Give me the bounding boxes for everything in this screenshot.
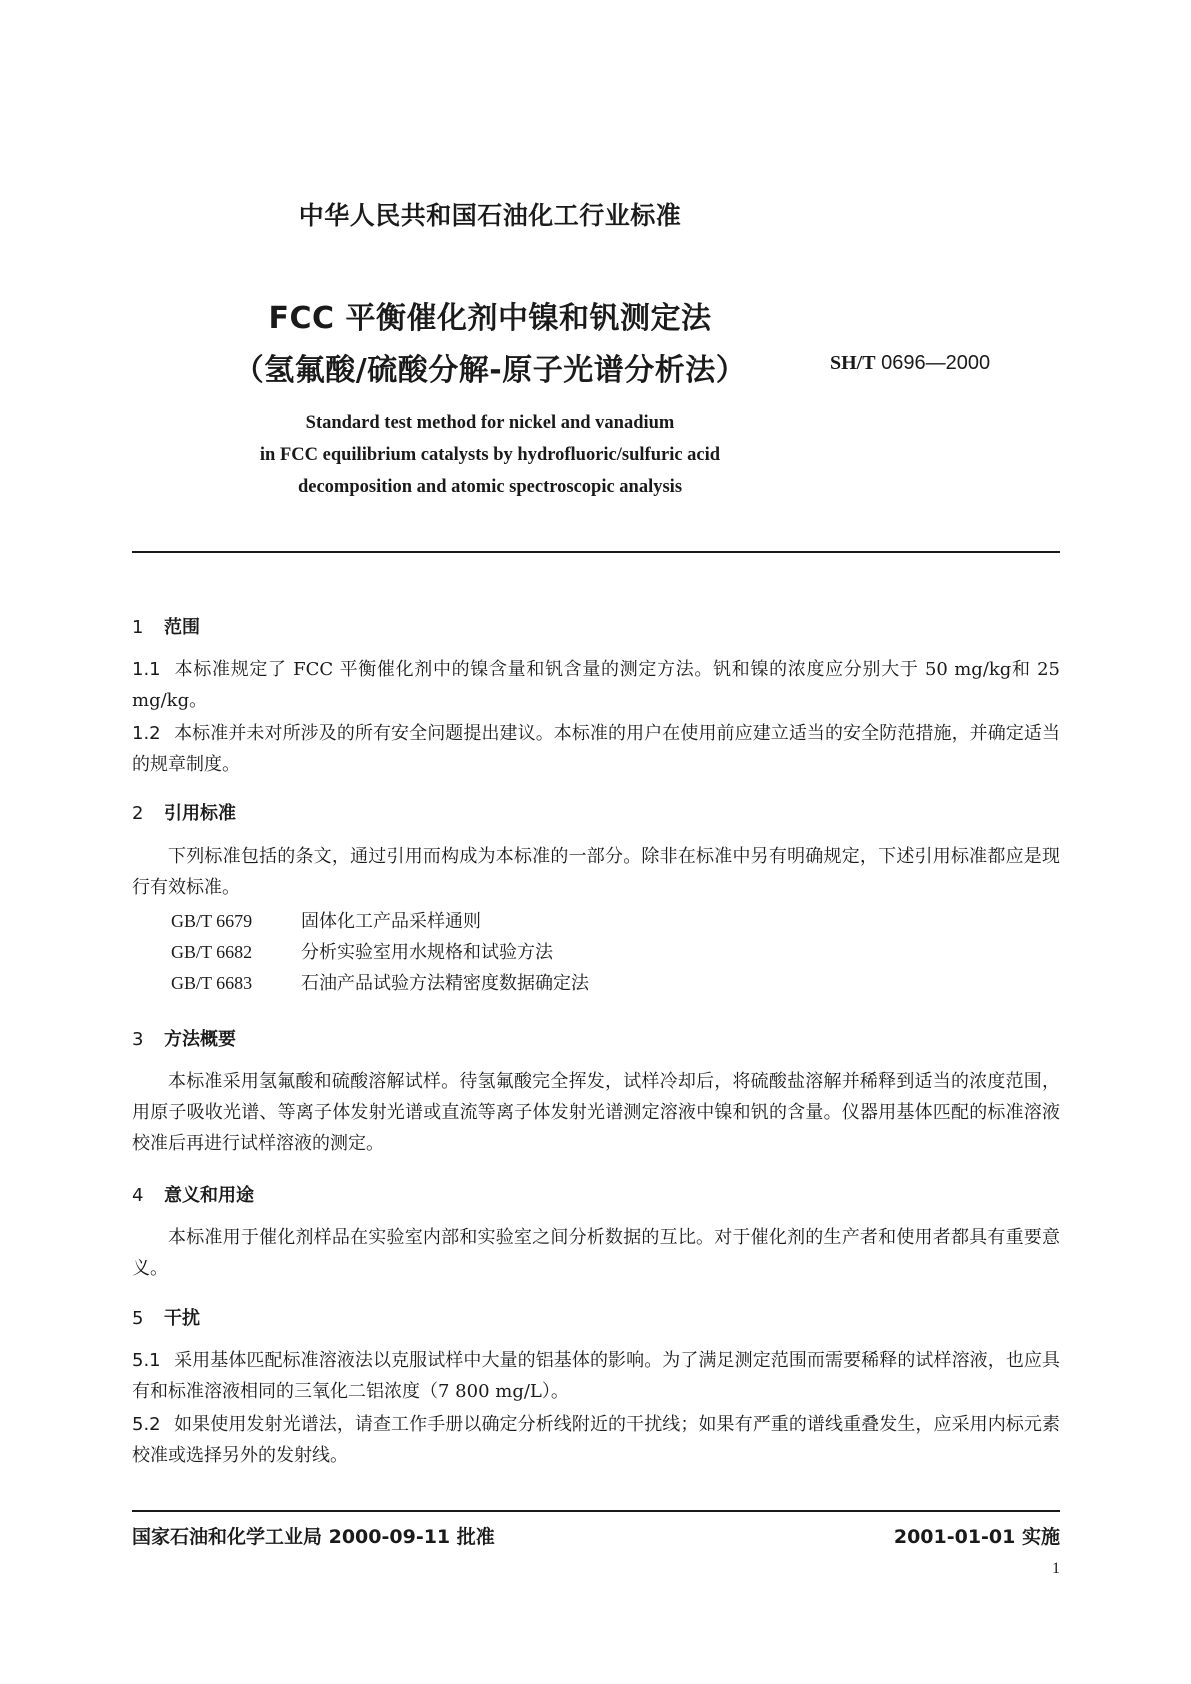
section-number: 2 <box>132 803 144 824</box>
clause-text: 采用基体匹配标准溶液法以克服试样中大量的铝基体的影响。为了满足测定范围而需要稀释的试样溶液，也应具有和标准溶液相同的三氧化二铝浓度（7 800 mg/L）。 <box>132 1350 1060 1402</box>
english-title-line3: decomposition and atomic spectroscopic analysis <box>297 477 683 497</box>
reference-item <box>171 969 589 995</box>
english-title-line2: in FCC equilibrium catalysts by hydrofluoric/sulfuric acid <box>259 445 721 465</box>
section-number: 4 <box>132 1185 144 1206</box>
reference-item <box>171 907 481 933</box>
reference-name: 石油产品试验方法精密度数据确定法 <box>301 973 589 994</box>
section-number: 5 <box>132 1308 144 1329</box>
clause-text: 本标准并未对所涉及的所有安全问题提出建议。本标准的用户在使用前应建立适当的安全防范措施，并确定适当的规章制度。 <box>132 723 1060 775</box>
effective-date: 2001-01-01 实施 <box>893 1526 1060 1548</box>
page-number: 1 <box>1052 1560 1060 1577</box>
section-heading-scope <box>132 613 200 639</box>
document-title-line2: （氢氟酸/硫酸分解-原子光谱分析法） <box>233 353 747 388</box>
standard-code: SH/T <box>830 352 876 374</box>
reference-item <box>171 938 553 964</box>
clause-1-1 <box>132 654 1060 716</box>
document-title-line1: FCC 平衡催化剂中镍和钒测定法 <box>268 301 712 336</box>
clause-label: 1.2 <box>132 723 161 744</box>
reference-name: 分析实验室用水规格和试验方法 <box>301 942 553 963</box>
method-summary-text: 本标准采用氢氟酸和硫酸溶解试样。待氢氟酸完全挥发，试样冷却后，将硫酸盐溶解并稀释到适当的浓度范围，用原子吸收光谱、等离子体发射光谱或直流等离子体发射光谱测定溶液中镍和钒的含量。仪器用基体匹配的标准溶液校准后再进行试样溶液的测定。 <box>132 1071 1060 1154</box>
clause-5-2 <box>132 1409 1060 1471</box>
clause-text: 如果使用发射光谱法，请查工作手册以确定分析线附近的干扰线；如果有严重的谱线重叠发生，应采用内标元素校准或选择另外的发射线。 <box>132 1414 1060 1466</box>
section-heading-method-summary <box>132 1025 236 1051</box>
issuing-authority-heading: 中华人民共和国石油化工行业标准 <box>298 201 682 230</box>
clause-label: 1.1 <box>132 659 161 680</box>
reference-code: GB/T 6683 <box>171 973 253 993</box>
footer-divider <box>132 1510 1060 1512</box>
section-heading-significance <box>132 1181 254 1207</box>
section-title: 意义和用途 <box>164 1185 254 1206</box>
section-heading-interference <box>132 1304 200 1330</box>
header-divider <box>132 551 1060 553</box>
references-intro: 下列标准包括的条文，通过引用而构成为本标准的一部分。除非在标准中另有明确规定，下述引用标准都应是现行有效标准。 <box>132 846 1060 898</box>
clause-label: 5.1 <box>132 1350 161 1371</box>
standard-number-value: 0696—2000 <box>881 352 991 374</box>
english-title-line1: Standard test method for nickel and vanadium <box>305 413 675 433</box>
section-number: 3 <box>132 1029 144 1050</box>
section-title: 干扰 <box>164 1308 200 1329</box>
section-heading-normative-references <box>132 799 236 825</box>
clause-text: 本标准规定了 FCC 平衡催化剂中的镍含量和钒含量的测定方法。钒和镍的浓度应分别大于 50 mg/kg和 25 mg/kg。 <box>132 659 1060 711</box>
clause-5-1 <box>132 1345 1060 1407</box>
standard-number <box>830 352 990 375</box>
reference-code: GB/T 6679 <box>171 911 253 931</box>
clause-1-2 <box>132 718 1060 780</box>
approval-date: 国家石油和化学工业局 2000-09-11 批准 <box>132 1526 495 1548</box>
reference-code: GB/T 6682 <box>171 942 253 962</box>
section-title: 方法概要 <box>164 1029 236 1050</box>
clause-label: 5.2 <box>132 1414 161 1435</box>
reference-name: 固体化工产品采样通则 <box>301 911 481 932</box>
significance-text: 本标准用于催化剂样品在实验室内部和实验室之间分析数据的互比。对于催化剂的生产者和使用者都具有重要意义。 <box>132 1227 1060 1279</box>
section-title: 引用标准 <box>164 803 236 824</box>
section-number: 1 <box>132 617 144 638</box>
section-title: 范围 <box>164 617 200 638</box>
